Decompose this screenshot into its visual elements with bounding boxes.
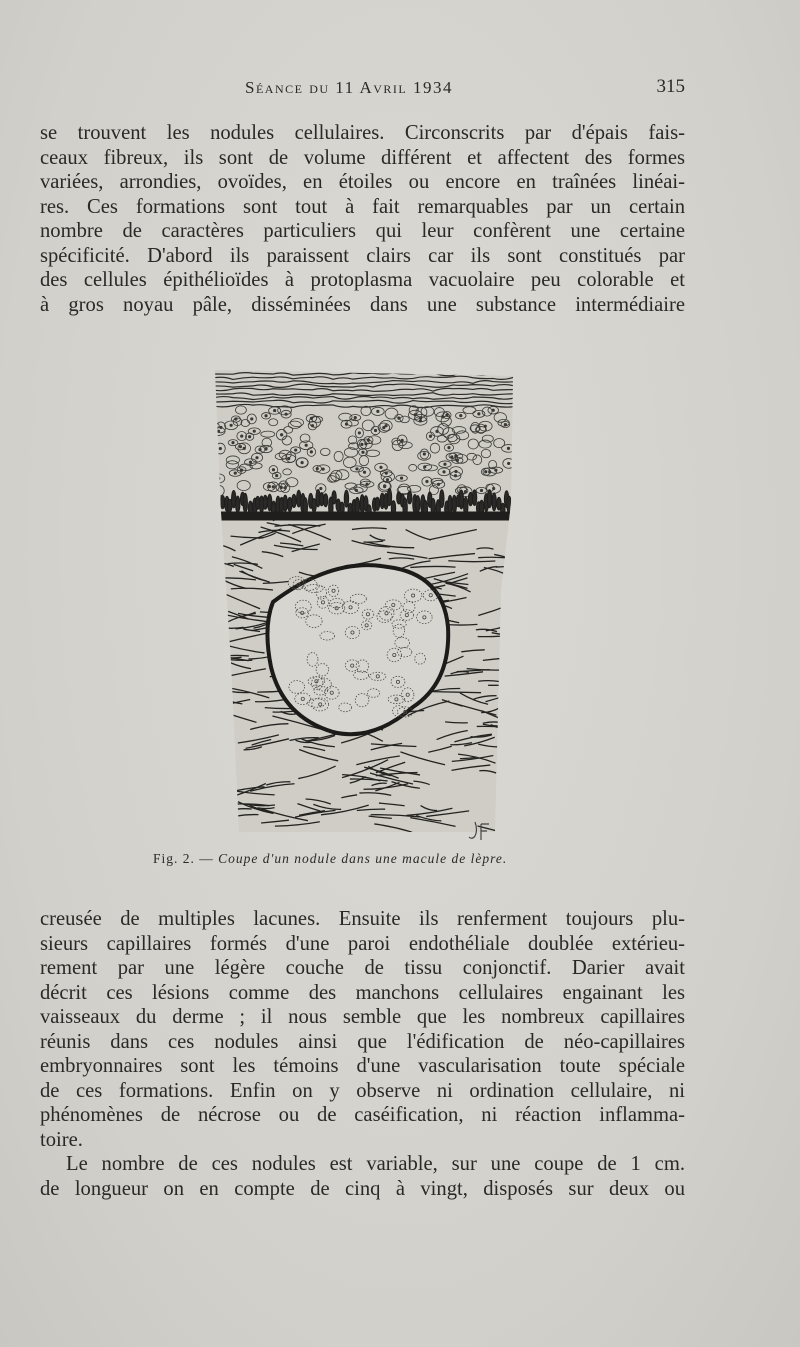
figure-label: Fig. 2. — [153,851,214,866]
text-line: creusée de multiples lacunes. Ensuite ils renferment toujours plu- [40,908,685,930]
text-line: sieurs capillaires formés d'une paroi endothéliale doublée extérieu- [40,932,685,955]
text-line: embryonnaires sont les témoins d'une vascularisation toute spéciale [40,1055,685,1077]
text-line: rement par une légère couche de tissu conjonctif. Darier avait [40,957,685,979]
text-line: des cellules épithélioïdes à protoplasma vacuolaire peu colorable et [40,269,685,291]
text-line: spécificité. D'abord ils paraissent clairs car ils sont constitués par [40,244,685,267]
text-line: à gros noyau pâle, disséminées dans une substance intermédiaire [40,293,685,316]
text-line: phénomènes de nécrose ou de caséification, ni réaction inflamma- [40,1104,685,1126]
paragraph-1 [40,121,685,317]
histology-illustration [213,362,513,832]
page-header [40,74,685,104]
running-head: Séance du 11 Avril 1934 [245,78,453,97]
text-line: variées, arrondies, ovoïdes, en étoiles ou encore en traînées linéai- [40,171,685,193]
text-line: nombre de caractères particuliers qui leur confèrent une certaine [40,220,685,242]
text-line: ceaux fibreux, ils sont de volume différent et affectent des formes [40,146,685,169]
text-line: se trouvent les nodules cellulaires. Circonscrits par d'épais fais- [40,122,685,144]
text-line: de longueur on en compte de cinq à vingt, disposés sur deux ou [40,1177,685,1200]
artist-signature [465,818,495,848]
text-line: Le nombre de ces nodules est variable, sur une coupe de 1 cm. [66,1153,685,1175]
text-line: réunis dans ces nodules ainsi que l'édification de néo-capillaires [40,1030,685,1053]
text-line: vaisseaux du derme ; il nous semble que les nombreux capillaires [40,1006,685,1028]
text-line: décrit ces lésions comme des manchons cellulaires engainant les [40,981,685,1004]
text-line: res. Ces formations sont tout à fait remarquables par un certain [40,195,685,218]
text-line: toire. [40,1128,83,1151]
figure-caption [153,851,603,867]
page-number: 315 [656,76,685,97]
paragraph-2 [40,907,685,1201]
figure-caption-text: Coupe d'un nodule dans une macule de lèpre. [218,851,508,866]
text-line: de ces formations. Enfin on y observe ni ordination cellulaire, ni [40,1079,685,1102]
